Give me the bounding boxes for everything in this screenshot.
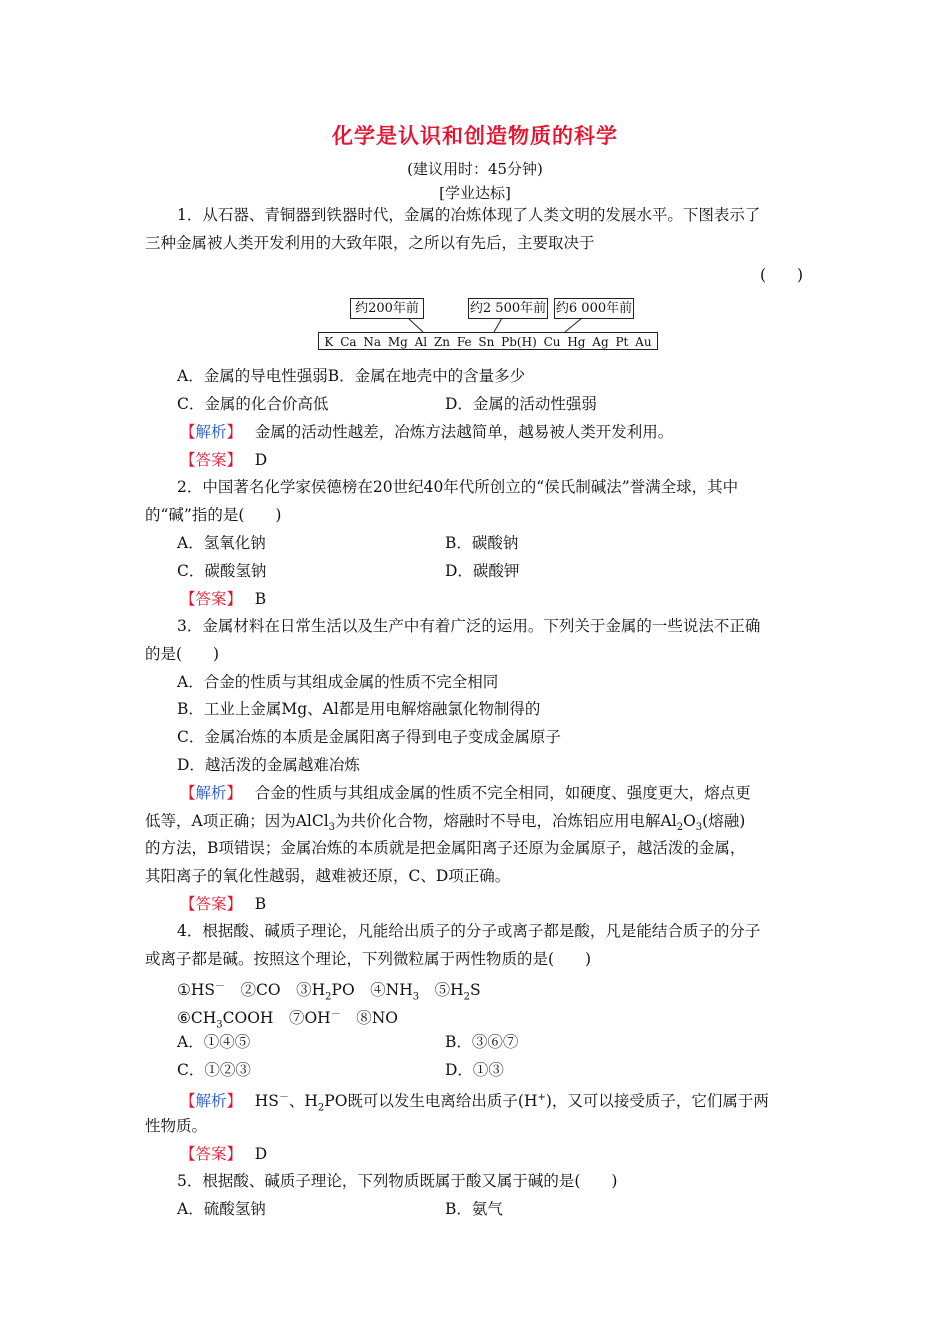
metal-activity-diagram xyxy=(318,296,660,352)
q4-option-a: A．①④⑤ xyxy=(177,1033,251,1051)
metal-symbol: K xyxy=(324,335,334,349)
q5-option-a: A．硫酸氢钠 xyxy=(177,1200,266,1218)
document-subtitle: (建议用时：45分钟) xyxy=(407,160,543,178)
q2-stem-line1: 2．中国著名化学家侯德榜在20世纪40年代所创立的“侯氏制碱法”誉满全球，其中 xyxy=(177,478,739,496)
metal-symbol: Al xyxy=(414,335,428,349)
q1-answer-paren: ( ) xyxy=(760,266,804,284)
analysis-tag: 【解析】 xyxy=(180,784,235,802)
q2-option-d: D．碳酸钾 xyxy=(445,562,520,580)
label-6000-years: 约6 000年前 xyxy=(554,298,634,319)
q1-answer: 【答案】 D xyxy=(180,451,268,469)
metal-activity-series xyxy=(318,332,658,350)
q3-option-c: C．金属冶炼的本质是金属阳离子得到电子变成金属原子 xyxy=(177,728,561,746)
q4-species-line2: $⑥CH_3COOH$ ⑦OH－ ⑧NO xyxy=(177,1009,398,1031)
label-2500-years: 约2 500年前 xyxy=(468,298,548,319)
q4-analysis-line1: 【解析】 HS－、$H_2PO$既可以发生电离给出质子(H+)，又可以接受质子，它们属于两 xyxy=(180,1092,769,1114)
q1-option-d: D．金属的活动性强弱 xyxy=(445,395,597,413)
metal-symbol: Mg xyxy=(387,335,408,349)
q4-species-line1: ①HS－ ②CO $③H_2PO$ $④NH_3$ $⑤H_2S$ xyxy=(177,981,481,1003)
q3-option-a: A．合金的性质与其组成金属的性质不完全相同 xyxy=(177,673,499,691)
answer-tag: 【答案】 xyxy=(180,895,235,913)
q5-stem-line1: 5．根据酸、碱质子理论，下列物质既属于酸又属于碱的是( ) xyxy=(177,1172,618,1190)
metal-symbol: Cu xyxy=(543,335,561,349)
q4-option-d: D．①③ xyxy=(445,1061,504,1079)
q1-option-c: C．金属的化合价高低 xyxy=(177,395,329,413)
section-heading: [学业达标] xyxy=(439,184,511,202)
q3-answer: 【答案】 B xyxy=(180,895,267,913)
q3-stem-line1: 3．金属材料在日常生活以及生产中有着广泛的运用。下列关于金属的一些说法不正确 xyxy=(177,617,761,635)
q3-option-b: B．工业上金属Mg、Al都是用电解熔融氯化物制得的 xyxy=(177,700,541,718)
q3-analysis-line1: 【解析】 合金的性质与其组成金属的性质不完全相同，如硬度、强度更大，熔点更 xyxy=(180,784,751,802)
metal-symbol: Hg xyxy=(567,335,586,349)
q2-stem-line2: 的“碱”指的是( ) xyxy=(145,506,282,524)
q1-stem-line2: 三种金属被人类开发利用的大致年限，之所以有先后，主要取决于 xyxy=(145,234,595,252)
q4-stem-line1: 4．根据酸、碱质子理论，凡能给出质子的分子或离子都是酸，凡是能结合质子的分子 xyxy=(177,922,761,940)
q5-option-b: B．氨气 xyxy=(445,1200,503,1218)
metal-symbol: Na xyxy=(363,335,381,349)
document-title: 化学是认识和创造物质的科学 xyxy=(332,124,618,148)
q3-option-d: D．越活泼的金属越难冶炼 xyxy=(177,756,360,774)
q2-answer: 【答案】 B xyxy=(180,590,267,608)
q1-stem-line1: 1．从石器、青铜器到铁器时代，金属的冶炼体现了人类文明的发展水平。下图表示了 xyxy=(177,206,761,224)
q4-option-c: C．①②③ xyxy=(177,1061,251,1079)
answer-tag: 【答案】 xyxy=(180,1145,235,1163)
q4-option-b: B．③⑥⑦ xyxy=(445,1033,519,1051)
q3-analysis-line2: 低等，A项正确；因为AlCl$_3$为共价化合物，熔融时不导电，冶炼铝应用电解$Al_2O_3$(熔融) xyxy=(145,812,746,834)
q2-option-c: C．碳酸氢钠 xyxy=(177,562,267,580)
q4-analysis-line2: 性物质。 xyxy=(145,1117,208,1135)
analysis-tag: 【解析】 xyxy=(180,423,235,441)
q2-option-b: B．碳酸钠 xyxy=(445,534,519,552)
metal-symbol: Fe xyxy=(456,335,472,349)
q3-stem-line2: 的是( ) xyxy=(145,645,220,663)
q3-analysis-line4: 其阳离子的氧化性越弱，越难被还原，C、D项正确。 xyxy=(145,867,511,885)
metal-symbol: Au xyxy=(635,335,652,349)
metal-symbol: Sn xyxy=(478,335,495,349)
q4-answer: 【答案】 D xyxy=(180,1145,268,1163)
metal-symbol: Pt xyxy=(615,335,629,349)
metal-symbol: Pb(H) xyxy=(501,335,537,349)
q1-analysis: 【解析】 金属的活动性越差，冶炼方法越简单，越易被人类开发利用。 xyxy=(180,423,674,441)
label-200-years: 约200年前 xyxy=(350,298,424,319)
q2-option-a: A．氢氧化钠 xyxy=(177,534,266,552)
analysis-tag: 【解析】 xyxy=(180,1092,235,1111)
answer-tag: 【答案】 xyxy=(180,590,235,608)
answer-tag: 【答案】 xyxy=(180,451,235,469)
metal-symbol: Ca xyxy=(340,335,357,349)
metal-symbol: Ag xyxy=(592,335,609,349)
q3-analysis-line3: 的方法，B项错误；金属冶炼的本质就是把金属阳离子还原为金属原子，越活泼的金属， xyxy=(145,839,746,857)
metal-symbol: Zn xyxy=(433,335,450,349)
q1-option-ab: A．金属的导电性强弱B．金属在地壳中的含量多少 xyxy=(177,367,526,385)
q4-stem-line2: 或离子都是碱。按照这个理论，下列微粒属于两性物质的是( ) xyxy=(145,950,592,968)
